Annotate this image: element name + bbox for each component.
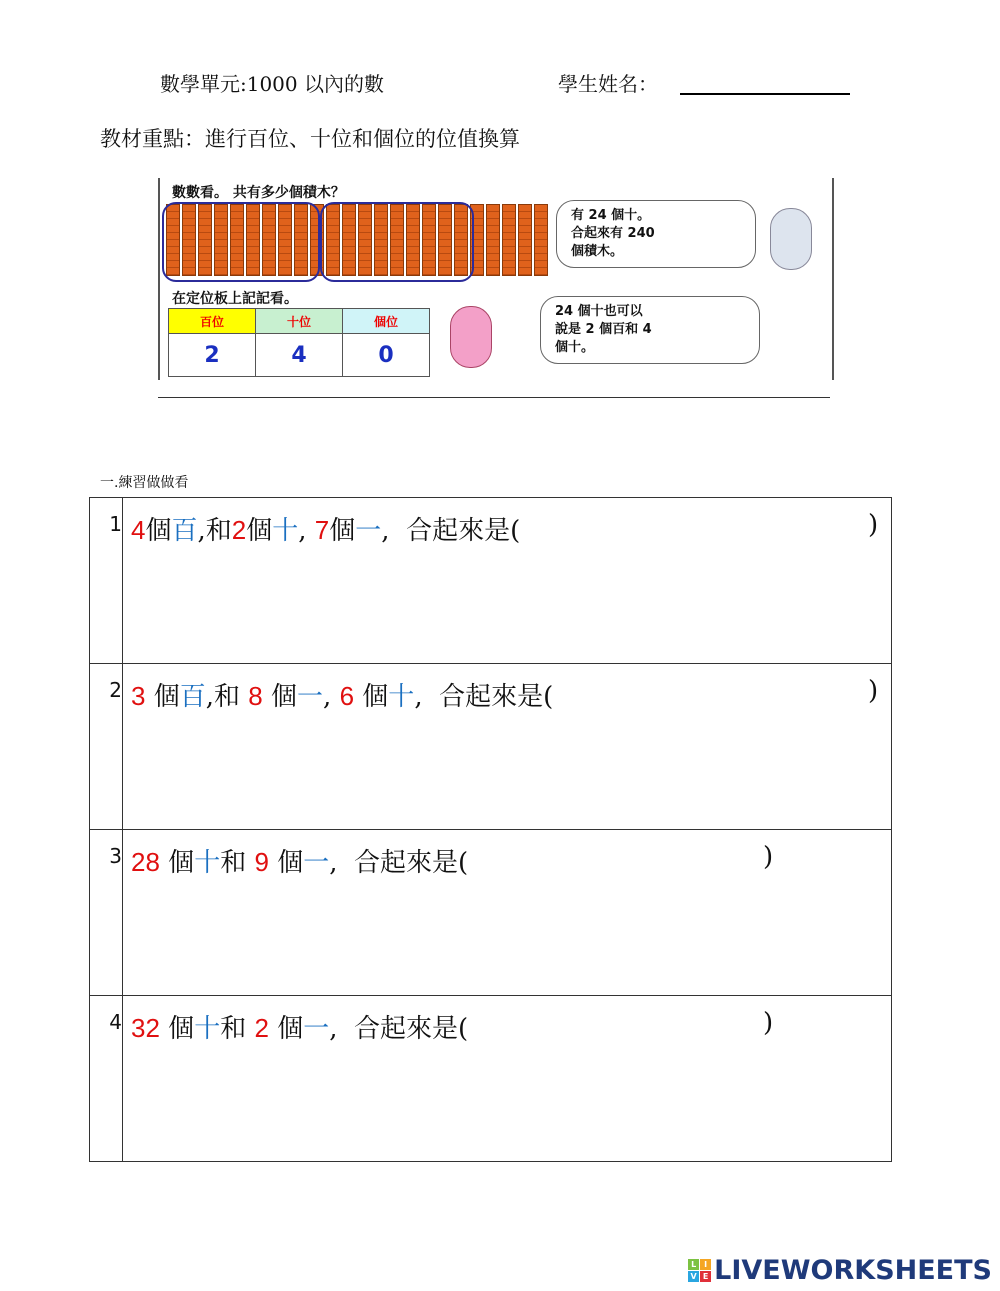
text-segment: , <box>323 682 340 712</box>
place-unit: 一 <box>355 516 382 546</box>
answer-area[interactable] <box>122 498 891 663</box>
focus-text: 教材重點：進行百位、十位和個位的位值換算 <box>100 127 520 151</box>
text-segment: , 合起來是( <box>329 848 469 878</box>
answer-area[interactable] <box>122 664 891 829</box>
text-segment: ,和 <box>205 682 249 712</box>
bubble-line: 說是 2 個百和 4 <box>555 322 652 337</box>
place-unit: 一 <box>303 1014 330 1044</box>
header-ones: 個位 <box>343 309 430 334</box>
student-name-field[interactable] <box>680 93 850 95</box>
text-segment: 個 <box>329 516 356 546</box>
example-figure <box>158 178 834 380</box>
place-value-table <box>168 308 430 377</box>
text-segment: , 合起來是( <box>329 1014 469 1044</box>
question-number: 2 <box>109 678 122 702</box>
unit-title: 數學單元:1000 以內的數 <box>160 72 384 96</box>
figure-title-1: 數數看。 共有多少個積木？ <box>172 185 345 201</box>
divider <box>158 397 830 398</box>
close-paren: ) <box>868 510 879 540</box>
close-paren: ) <box>763 842 774 872</box>
badge-letter: I <box>700 1259 711 1270</box>
liveworksheets-logo <box>688 1255 992 1286</box>
exercise-table <box>89 497 892 1162</box>
question-row <box>90 995 891 1161</box>
text-segment: 個 <box>354 682 389 712</box>
figure-title-2: 在定位板上記記看。 <box>172 291 298 307</box>
badge-letter: E <box>700 1271 711 1282</box>
badge-letter: L <box>688 1259 699 1270</box>
girl-cartoon <box>450 306 492 368</box>
number-value: 4 <box>131 515 146 545</box>
speech-bubble-2 <box>540 296 760 364</box>
close-paren: ) <box>763 1008 774 1038</box>
section-title: 一.練習做做看 <box>100 475 189 491</box>
text-segment: 個 <box>159 848 195 878</box>
text-segment: , 合起來是( <box>381 516 521 546</box>
place-unit: 百 <box>171 516 198 546</box>
badge-letter: V <box>688 1271 699 1282</box>
text-segment: , 合起來是( <box>414 682 554 712</box>
answer-area[interactable] <box>122 996 891 1161</box>
number-value: 7 <box>314 515 330 545</box>
place-unit: 一 <box>297 682 324 712</box>
text-segment: 個 <box>246 516 273 546</box>
question-row <box>90 829 891 995</box>
value-tens: 4 <box>256 334 343 377</box>
question-number: 1 <box>109 512 122 536</box>
group-oval <box>162 202 320 282</box>
text-segment: ,和 <box>197 516 232 546</box>
text-segment: 個 <box>262 682 298 712</box>
bubble-line: 24 個十也可以 <box>555 304 643 319</box>
value-ones: 0 <box>343 334 430 377</box>
number-value: 28 <box>131 847 160 877</box>
question-number: 3 <box>109 844 122 868</box>
place-unit: 十 <box>194 848 221 878</box>
logo-badge-icon <box>688 1259 711 1282</box>
question-row <box>90 498 891 663</box>
text-segment: 個 <box>159 1014 195 1044</box>
ten-rod <box>486 204 500 276</box>
speech-bubble-1 <box>556 200 756 268</box>
value-hundreds: 2 <box>169 334 256 377</box>
ten-rod <box>518 204 532 276</box>
question-text <box>131 842 468 879</box>
bubble-line: 個積木。 <box>571 244 624 259</box>
header-hundreds: 百位 <box>169 309 256 334</box>
header-tens: 十位 <box>256 309 343 334</box>
text-segment: 和 <box>220 1014 255 1044</box>
logo-text: LIVEWORKSHEETS <box>714 1255 992 1286</box>
text-segment: 個 <box>268 848 304 878</box>
number-value: 2 <box>231 515 247 545</box>
text-segment: 個 <box>145 516 172 546</box>
text-segment: 個 <box>145 682 180 712</box>
ten-rod <box>534 204 548 276</box>
place-unit: 百 <box>179 682 206 712</box>
place-unit: 十 <box>272 516 299 546</box>
text-segment: 和 <box>220 848 255 878</box>
ten-rod <box>502 204 516 276</box>
text-segment: 個 <box>268 1014 304 1044</box>
question-text <box>131 510 520 547</box>
group-oval <box>320 202 474 282</box>
bubble-line: 有 24 個十。 <box>571 208 651 223</box>
bubble-line: 個十。 <box>555 340 595 355</box>
number-value: 8 <box>248 681 263 711</box>
close-paren: ) <box>868 676 879 706</box>
question-text <box>131 676 553 713</box>
question-number: 4 <box>109 1010 122 1034</box>
number-value: 32 <box>131 1013 160 1043</box>
text-segment: , <box>298 516 315 546</box>
student-name-label: 學生姓名： <box>558 72 658 96</box>
number-value: 9 <box>254 847 269 877</box>
question-text <box>131 1008 468 1045</box>
place-unit: 一 <box>303 848 330 878</box>
bubble-line: 合起來有 240 <box>571 226 655 241</box>
answer-area[interactable] <box>122 830 891 995</box>
place-unit: 十 <box>388 682 415 712</box>
boy-cartoon <box>770 208 812 270</box>
number-value: 2 <box>254 1013 269 1043</box>
place-unit: 十 <box>194 1014 221 1044</box>
number-value: 6 <box>339 681 355 711</box>
question-row <box>90 663 891 829</box>
number-value: 3 <box>131 681 146 711</box>
